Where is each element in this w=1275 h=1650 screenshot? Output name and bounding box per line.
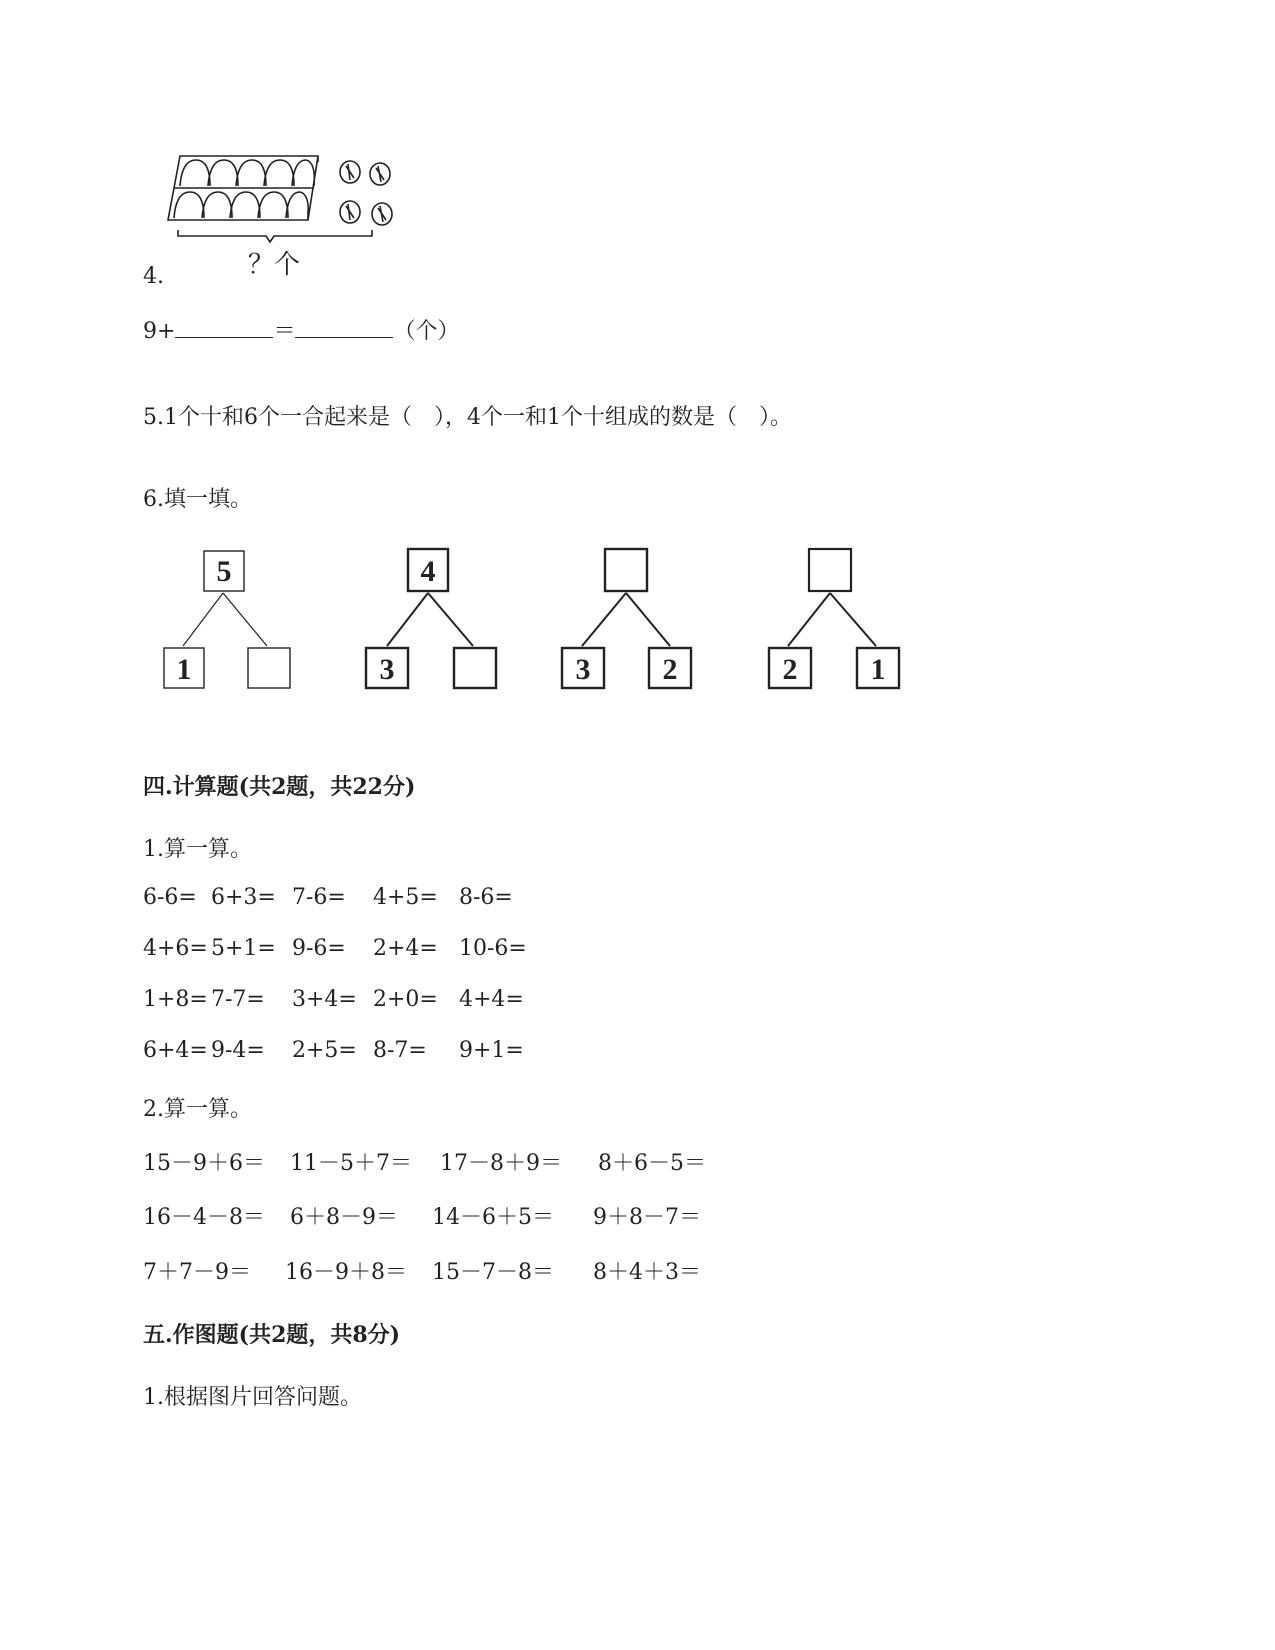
answer-blank-2[interactable] bbox=[295, 317, 393, 338]
calc-item: 16－4－8＝ bbox=[143, 1205, 265, 1230]
calc-item: 9＋8－7＝ bbox=[593, 1205, 701, 1230]
calc-item: 9-4= bbox=[211, 1038, 265, 1063]
calc-item: 15－9＋6＝ bbox=[143, 1151, 265, 1176]
calc-item: 8-7= bbox=[373, 1038, 427, 1063]
equation-prefix: 9+ bbox=[143, 319, 176, 344]
calc-item: 6+3= bbox=[211, 885, 276, 910]
calc-item: 17－8＋9＝ bbox=[440, 1151, 562, 1176]
calc-item: 5+1= bbox=[211, 936, 276, 961]
calc-item: 3+4= bbox=[292, 987, 357, 1012]
section-4-q1-title: 1.算一算。 bbox=[143, 837, 252, 862]
equation-unit: （个） bbox=[393, 319, 460, 344]
calc-item: 7＋7－9＝ bbox=[143, 1260, 251, 1285]
answer-blank-1[interactable] bbox=[175, 317, 273, 338]
tree1-left: 1 bbox=[176, 653, 192, 686]
tree1-top: 5 bbox=[216, 555, 232, 588]
calc-item: 7-7= bbox=[211, 987, 265, 1012]
calc-item: 9-6= bbox=[292, 936, 346, 961]
calc-item: 4+6= bbox=[143, 936, 208, 961]
tree3-right: 2 bbox=[662, 653, 678, 686]
calc-item: 2+5= bbox=[292, 1038, 357, 1063]
section-4-q2-title: 2.算一算。 bbox=[143, 1097, 252, 1122]
section-4-title: 四.计算题(共2题，共22分) bbox=[143, 774, 416, 800]
equation-equals: ＝ bbox=[273, 319, 296, 344]
tree2-top: 4 bbox=[420, 555, 436, 588]
calc-item: 2+4= bbox=[373, 936, 438, 961]
calc-item: 1+8= bbox=[143, 987, 208, 1012]
calc-item: 16－9＋8＝ bbox=[285, 1260, 407, 1285]
calc-item: 9+1= bbox=[459, 1038, 524, 1063]
tree3-left: 3 bbox=[575, 653, 591, 686]
calc-item: 7-6= bbox=[292, 885, 346, 910]
calc-item: 6+4= bbox=[143, 1038, 208, 1063]
calc-item: 14－6＋5＝ bbox=[432, 1205, 554, 1230]
calc-item: 4+5= bbox=[373, 885, 438, 910]
question-6-title: 6.填一填。 bbox=[143, 487, 252, 512]
question-5-text: 5.1个十和6个一合起来是（ ），4个一和1个十组成的数是（ ）。 bbox=[143, 405, 792, 430]
egg-count-label: ？个 bbox=[248, 250, 301, 280]
calc-item: 4+4= bbox=[459, 987, 524, 1012]
section-5-q1-title: 1.根据图片回答问题。 bbox=[143, 1385, 362, 1410]
calc-item: 8＋4＋3＝ bbox=[593, 1260, 701, 1285]
calc-item: 8＋6－5＝ bbox=[598, 1151, 706, 1176]
tree2-left: 3 bbox=[379, 653, 395, 686]
question-4-number: 4. bbox=[143, 264, 164, 289]
calc-item: 10-6= bbox=[459, 936, 527, 961]
number-bond-diagrams bbox=[150, 540, 910, 700]
tree4-right: 1 bbox=[870, 653, 886, 686]
calc-item: 6＋8－9＝ bbox=[290, 1205, 398, 1230]
tree4-left: 2 bbox=[782, 653, 798, 686]
question-4-equation bbox=[143, 314, 459, 345]
calc-item: 8-6= bbox=[459, 885, 513, 910]
calc-item: 2+0= bbox=[373, 987, 438, 1012]
calc-item: 11－5＋7＝ bbox=[290, 1151, 412, 1176]
calc-item: 6-6= bbox=[143, 885, 197, 910]
section-5-title: 五.作图题(共2题，共8分) bbox=[143, 1322, 401, 1348]
calc-item: 15－7－8＝ bbox=[432, 1260, 554, 1285]
